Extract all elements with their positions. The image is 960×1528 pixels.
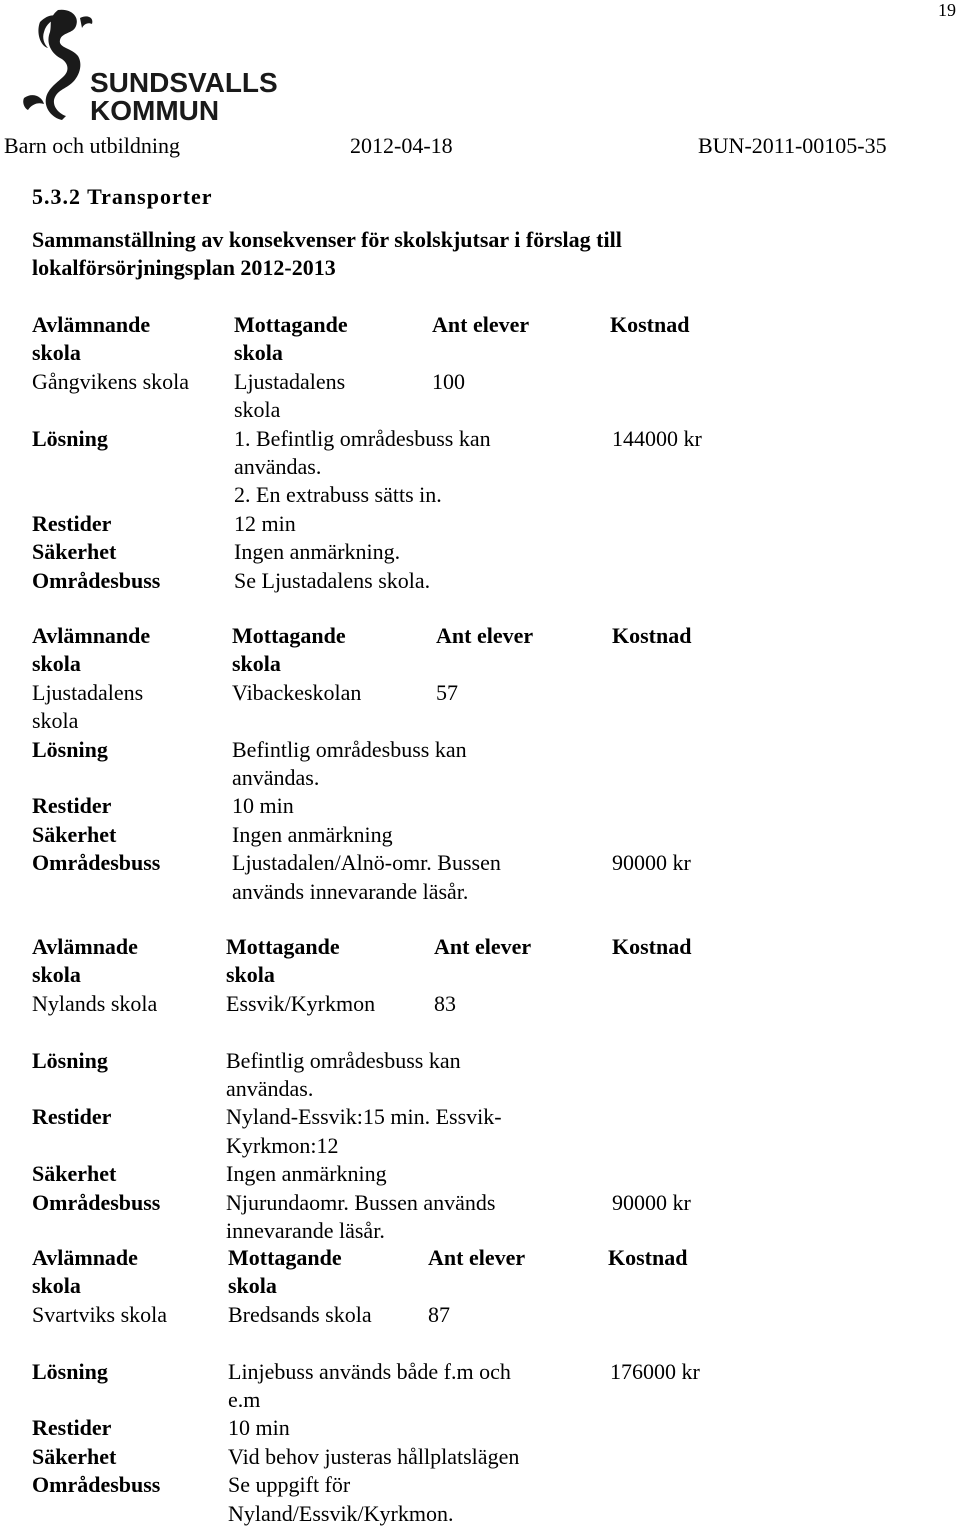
block-1-losning-3: 2. En extrabuss sätts in. — [234, 482, 442, 508]
document-subtitle — [32, 226, 732, 282]
svg-text:SUNDSVALLS: SUNDSVALLS — [90, 67, 278, 98]
block-1-ant: 100 — [432, 368, 465, 394]
block-4-losning-1: Linjebuss används både f.m och — [228, 1358, 511, 1384]
block-1-omr-label: Områdesbuss — [32, 567, 161, 593]
header-reference: BUN-2011-00105-35 — [698, 133, 887, 158]
block-4-head-ant: Ant elever — [428, 1245, 526, 1270]
block-2-sakerhet: Ingen anmärkning — [232, 821, 393, 847]
block-1-head-kost: Kostnad — [610, 312, 690, 337]
block-4-omr-1: Se uppgift för — [228, 1472, 351, 1498]
block-2-head-kost: Kostnad — [612, 623, 692, 648]
block-4-ant: 87 — [428, 1301, 450, 1327]
block-2-head-avl-2: skola — [32, 651, 81, 677]
block-1-head-avl-2: skola — [32, 340, 81, 366]
block-2-losning-label: Lösning — [32, 736, 108, 762]
block-2-head-mot-2: skola — [232, 651, 281, 677]
block-1-omr-1: Se Ljustadalens skola. — [234, 567, 431, 593]
block-3-sakerhet-label: Säkerhet — [32, 1161, 117, 1187]
block-1-losning-cost: 144000 kr — [612, 425, 702, 451]
block-3-avl-1: Nylands skola — [32, 990, 158, 1016]
page-number: 19 — [938, 0, 956, 20]
block-4-sakerhet-label: Säkerhet — [32, 1443, 117, 1469]
block-1-mot-2: skola — [234, 397, 281, 423]
block-1-losning-1: 1. Befintlig områdesbuss kan — [234, 425, 491, 451]
block-3-restider-1: Nyland-Essvik:15 min. Essvik- — [226, 1104, 502, 1130]
block-2-sakerhet-label: Säkerhet — [32, 821, 117, 847]
block-4-losning-label: Lösning — [32, 1358, 108, 1384]
block-3-head-ant: Ant elever — [434, 934, 532, 959]
sundsvalls-kommun-logo — [18, 4, 278, 128]
block-2-avl-1: Ljustadalens — [32, 679, 144, 705]
block-1-restider-label: Restider — [32, 510, 112, 536]
block-3-mot-1: Essvik/Kyrkmon — [226, 990, 376, 1016]
block-1-losning-2: användas. — [234, 454, 322, 479]
block-1-mot-1: Ljustadalens — [234, 368, 346, 394]
header-department: Barn och utbildning — [4, 133, 180, 158]
block-3-ant: 83 — [434, 990, 456, 1016]
block-3-omr-cost: 90000 kr — [612, 1189, 691, 1215]
block-2-ant: 57 — [436, 679, 458, 705]
block-1-head-mot-1: Mottagande — [234, 312, 348, 337]
block-1-head-mot-2: skola — [234, 340, 283, 366]
block-2-omr-1: Ljustadalen/Alnö-omr. Bussen — [232, 850, 501, 876]
block-4-losning-cost: 176000 kr — [610, 1358, 700, 1384]
block-4-restider-1: 10 min — [228, 1415, 290, 1441]
block-3-head-avl-2: skola — [32, 962, 81, 988]
block-2-avl-2: skola — [32, 708, 79, 734]
block-4-omr-label: Områdesbuss — [32, 1472, 161, 1498]
block-3-restider-2: Kyrkmon:12 — [226, 1132, 339, 1158]
block-3-head-mot-1: Mottagande — [226, 934, 340, 959]
block-1-head-ant: Ant elever — [432, 312, 530, 337]
block-2-head-mot-1: Mottagande — [232, 623, 346, 648]
block-2-omr-2: används innevarande läsår. — [232, 878, 469, 904]
block-2-losning-2: användas. — [232, 765, 320, 790]
block-4-mot-1: Bredsands skola — [228, 1301, 372, 1327]
block-4-sakerhet: Vid behov justeras hållplatslägen — [228, 1443, 520, 1469]
block-1-sakerhet: Ingen anmärkning. — [234, 539, 401, 565]
block-2-restider-1: 10 min — [232, 793, 294, 819]
block-4-avl-1: Svartviks skola — [32, 1301, 168, 1327]
block-3-head-mot-2: skola — [226, 962, 275, 988]
subtitle-line-1: Sammanställning av konsekvenser för skolskjutsar i förslag till — [32, 227, 622, 252]
block-3-omr-1: Njurundaomr. Bussen används — [226, 1189, 496, 1215]
seahorse-emblem-icon — [18, 4, 278, 128]
block-2-restider-label: Restider — [32, 793, 112, 819]
block-4-head-avl-2: skola — [32, 1273, 81, 1299]
block-4-head-kost: Kostnad — [608, 1245, 688, 1270]
block-3-head-avl-1: Avlämnade — [32, 934, 138, 959]
block-3-omr-label: Områdesbuss — [32, 1189, 161, 1215]
block-3-sakerhet: Ingen anmärkning — [226, 1161, 387, 1187]
block-3-head-kost: Kostnad — [612, 934, 692, 959]
block-4-omr-2: Nyland/Essvik/Kyrkmon. — [228, 1500, 454, 1526]
svg-text:KOMMUN: KOMMUN — [90, 95, 220, 126]
block-2-losning-1: Befintlig områdesbuss kan — [232, 736, 467, 762]
block-3-omr-2: innevarande läsår. — [226, 1218, 385, 1243]
block-3-restider-label: Restider — [32, 1104, 112, 1130]
block-4-head-avl-1: Avlämnade — [32, 1245, 138, 1270]
block-1-sakerhet-label: Säkerhet — [32, 539, 117, 565]
block-1-restider-1: 12 min — [234, 510, 296, 536]
block-4-head-mot-1: Mottagande — [228, 1245, 342, 1270]
block-1-avl-1: Gångvikens skola — [32, 368, 190, 394]
block-4-restider-label: Restider — [32, 1415, 112, 1441]
block-2-head-avl-1: Avlämnande — [32, 623, 151, 648]
subtitle-line-2: lokalförsörjningsplan 2012-2013 — [32, 255, 336, 280]
block-4-head-mot-2: skola — [228, 1273, 277, 1299]
block-1-losning-label: Lösning — [32, 425, 108, 451]
block-1-head-avl-1: Avlämnande — [32, 312, 151, 337]
block-2-omr-cost: 90000 kr — [612, 850, 691, 876]
block-2-omr-label: Områdesbuss — [32, 850, 161, 876]
header-date: 2012-04-18 — [350, 133, 453, 158]
block-3-losning-1: Befintlig områdesbuss kan — [226, 1047, 461, 1073]
block-2-mot-1: Vibackeskolan — [232, 679, 362, 705]
block-2-head-ant: Ant elever — [436, 623, 534, 648]
block-3-losning-label: Lösning — [32, 1047, 108, 1073]
section-title: 5.3.2 Transporter — [32, 184, 213, 209]
block-3-losning-2: användas. — [226, 1076, 314, 1101]
block-4-losning-2: e.m — [228, 1387, 261, 1412]
